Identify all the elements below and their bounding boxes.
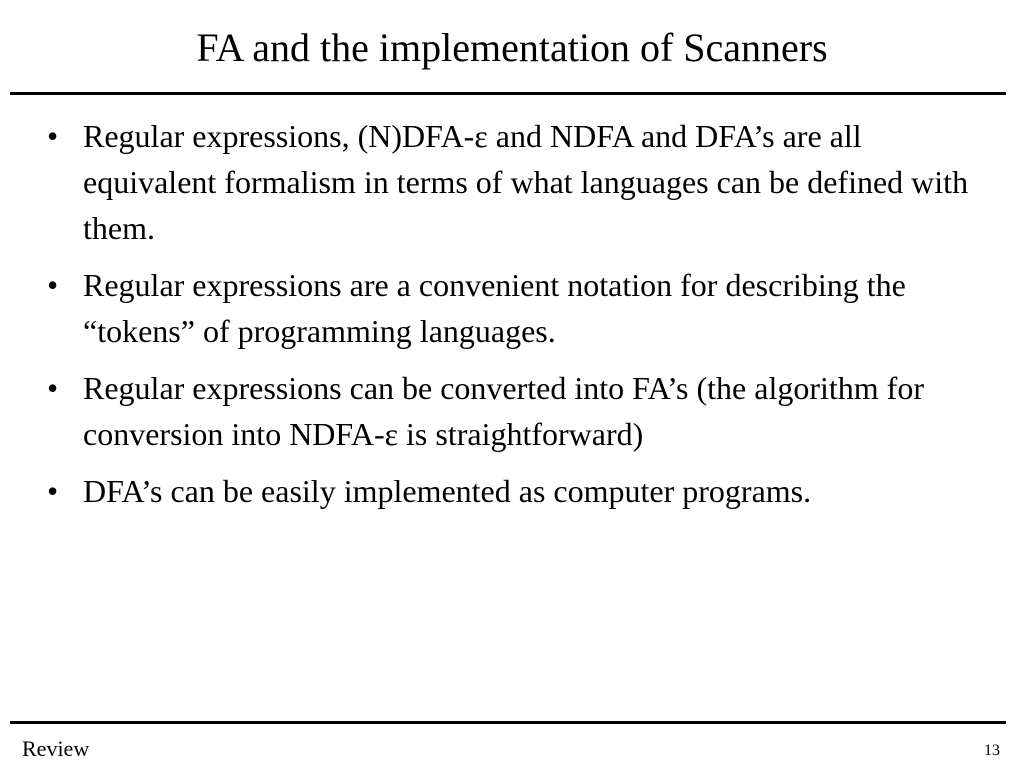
- bullet-dot-icon: •: [47, 370, 59, 406]
- bullet-text: DFA’s can be easily implemented as computer programs.: [83, 473, 812, 509]
- bullet-list: [0, 113, 1024, 525]
- bullet-dot-icon: •: [47, 473, 59, 509]
- footer-section-label: Review: [22, 736, 90, 761]
- bullet-dot-icon: •: [47, 118, 59, 154]
- footer-divider: [10, 721, 1006, 724]
- page-number: 13: [984, 742, 1000, 759]
- slide-title: FA and the implementation of Scanners: [196, 25, 828, 70]
- bullet-item: [0, 468, 983, 514]
- title-divider: [10, 92, 1006, 95]
- bullet-dot-icon: •: [47, 267, 59, 303]
- bullet-item: [0, 113, 983, 251]
- bullet-item: [0, 262, 983, 354]
- bullet-text: Regular expressions can be converted into FA’s (the algorithm for conversion into NDFA-ε is straightforward): [83, 370, 924, 452]
- bullet-text: Regular expressions, (N)DFA-ε and NDFA and DFA’s are all equivalent formalism in terms of what languages can be defined with them.: [83, 118, 969, 246]
- bullet-item: [0, 365, 983, 457]
- bullet-text: Regular expressions are a convenient notation for describing the “tokens” of programming languages.: [83, 267, 906, 349]
